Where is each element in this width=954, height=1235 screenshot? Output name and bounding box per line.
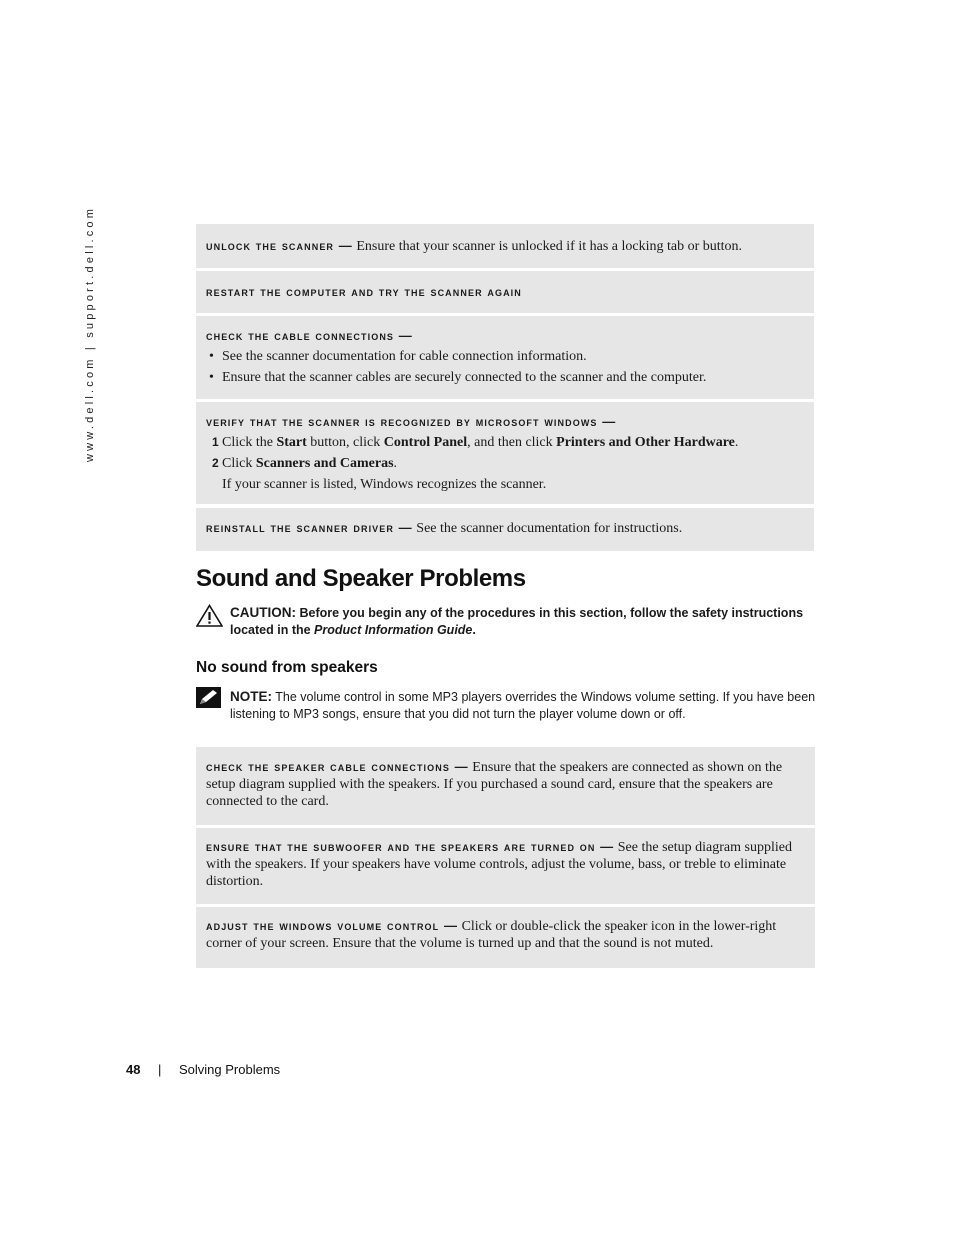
note-text-2: listening to MP3 songs, ensure that you did not turn the player volume down or off. — [230, 707, 686, 721]
note-notice — [196, 688, 816, 723]
speaker-cable-text: Ensure that the speakers are connected as shown on the setup diagram supplied with the speakers. If you purchased a sound card, ensure that the speakers are connected to the card. — [206, 760, 783, 809]
restart-box — [196, 271, 814, 313]
printers-term: Printers and Other Hardware — [556, 435, 735, 450]
note-pencil-icon — [196, 687, 221, 708]
unlock-scanner-box — [196, 224, 814, 268]
page-footer — [126, 1062, 281, 1077]
verify-scanner-box — [196, 402, 814, 504]
note-label: NOTE: — [230, 689, 272, 704]
speaker-power-heading: ensure that the subwoofer and the speakers are turned on — — [206, 839, 615, 854]
volume-text: Click or double-click the speaker icon in the lower-right corner of your screen. Ensure that the volume is turned up and that the sound is not muted. — [206, 919, 777, 951]
footer-section: Solving Problems — [179, 1062, 281, 1077]
product-guide-title: Product Information Guide — [314, 623, 473, 637]
note-text-1: The volume control in some MP3 players overrides the Windows volume setting. If you have been — [275, 690, 816, 704]
cable-connections-box — [196, 316, 814, 399]
verify-followup: If your scanner is listed, Windows recognizes the scanner. — [222, 477, 547, 492]
caution-text-1: Before you begin any of the procedures in this section, follow the safety instructions — [299, 606, 804, 620]
page-title: Sound and Speaker Problems — [196, 565, 526, 592]
list-item: • Ensure that the scanner cables are securely connected to the scanner and the computer. — [206, 369, 804, 386]
speaker-power-box — [196, 828, 815, 904]
list-item: • See the scanner documentation for cable connection information. — [206, 348, 804, 365]
footer-separator: | — [158, 1062, 162, 1077]
cable-heading: check the cable connections — — [206, 328, 413, 343]
verify-heading: verify that the scanner is recognized by microsoft windows — — [206, 414, 617, 429]
speaker-cable-heading: check the speaker cable connections — — [206, 759, 469, 774]
scanners-term: Scanners and Cameras — [255, 456, 394, 471]
caution-notice: CAUTION: Before you begin any of the procedures in this section, follow the safety instructions located in the Product Information Guide. — [196, 604, 806, 639]
caution-icon — [196, 604, 223, 627]
step-1: 1 Click the Start button, click Control Panel, and then click Printers and Other Hardware. — [212, 435, 739, 450]
start-term: Start — [276, 435, 307, 450]
speaker-cable-box — [196, 747, 815, 825]
sidebar-url: www.dell.com | support.dell.com — [84, 205, 96, 462]
verify-steps — [206, 434, 804, 472]
restart-heading: restart the computer and try the scanner again — [206, 284, 522, 299]
page-number: 48 — [126, 1062, 141, 1077]
reinstall-text: See the scanner documentation for instructions. — [416, 521, 683, 536]
volume-control-box — [196, 907, 815, 968]
caution-label: CAUTION: — [230, 605, 296, 620]
unlock-heading: unlock the scanner — — [206, 238, 353, 253]
subsection-title: No sound from speakers — [196, 659, 378, 676]
reinstall-driver-box — [196, 508, 814, 551]
step-2: 2 Click Scanners and Cameras. — [212, 456, 398, 471]
volume-heading: adjust the windows volume control — — [206, 918, 459, 933]
reinstall-heading: reinstall the scanner driver — — [206, 520, 413, 535]
speaker-power-text: See the setup diagram supplied with the speakers. If your speakers have volume controls, adjust the volume, bass, or treble to eliminate distortion. — [206, 840, 792, 889]
control-panel-term: Control Panel — [383, 435, 468, 450]
unlock-text: Ensure that your scanner is unlocked if it has a locking tab or button. — [356, 239, 743, 254]
cable-bullet-list — [206, 348, 804, 386]
